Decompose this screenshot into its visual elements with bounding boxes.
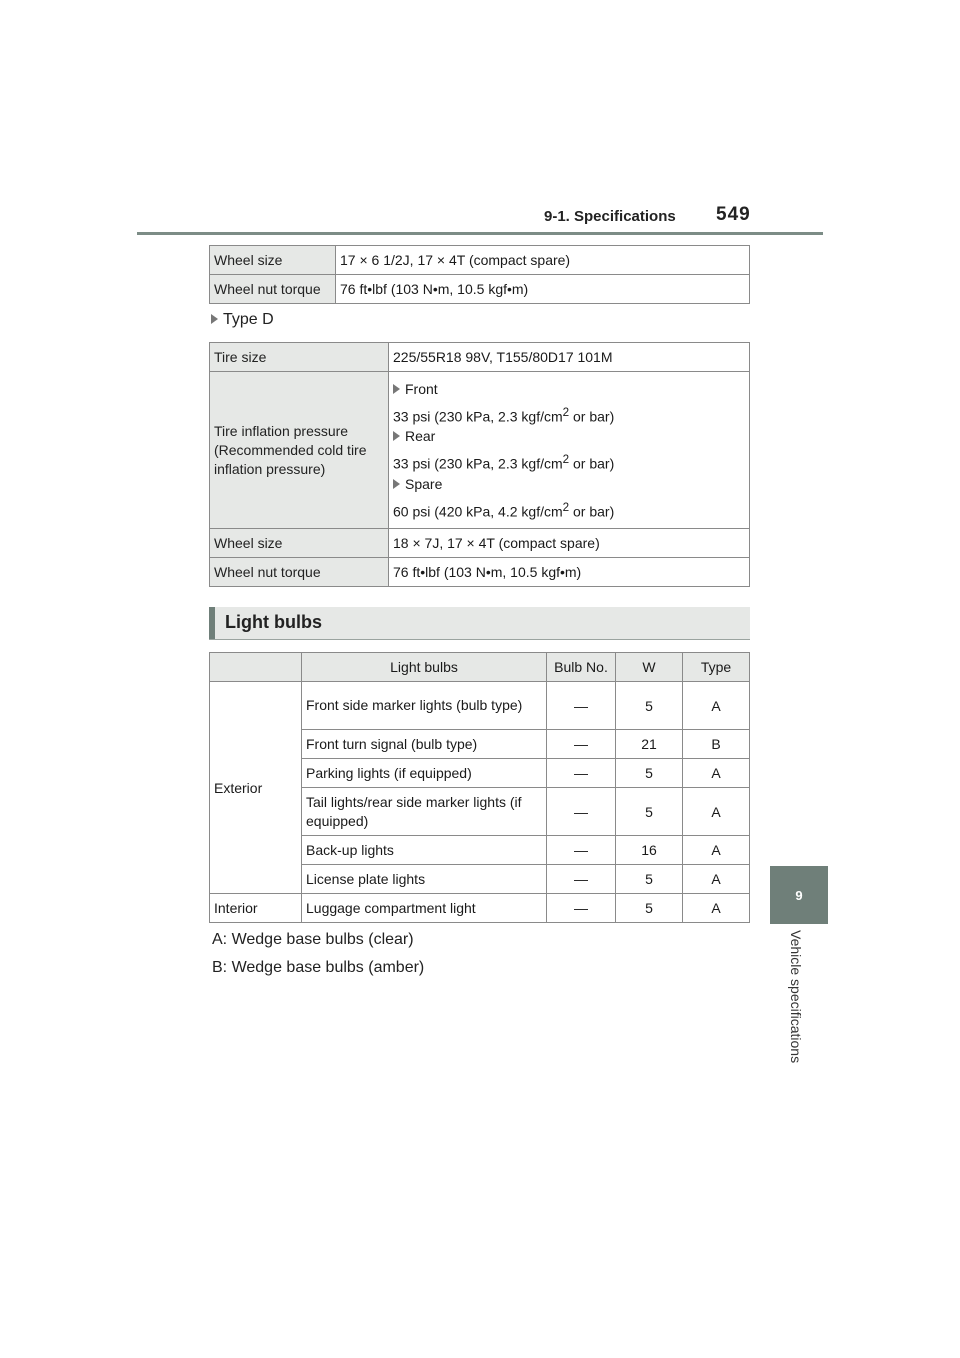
table-row: [210, 682, 750, 730]
column-header-light-bulbs: Light bulbs: [302, 653, 547, 682]
bulb-type: A: [683, 894, 750, 923]
rear-label: Rear: [405, 428, 436, 445]
front-value-b: or bar): [569, 408, 615, 425]
table-row: [210, 372, 750, 529]
tire-size-value: 225/55R18 98V, T155/80D17 101M: [389, 343, 750, 372]
table-row: [210, 275, 750, 304]
page-number: 549: [716, 204, 751, 225]
note-b: B: Wedge base bulbs (amber): [212, 959, 425, 976]
arrow-right-icon: [393, 384, 400, 394]
column-header-bulb-no: Bulb No.: [547, 653, 616, 682]
spare-sup: 2: [562, 500, 570, 514]
bulb-type: A: [683, 759, 750, 788]
front-value-a: 33 psi (230 kPa, 2.3 kgf/cm: [393, 408, 563, 425]
bulb-wattage: 16: [616, 836, 683, 865]
light-bulbs-banner: [209, 607, 750, 639]
bulb-number: —: [547, 894, 616, 923]
column-header-w: W: [616, 653, 683, 682]
bulb-number: —: [547, 682, 616, 730]
spare-value-b: or bar): [569, 503, 615, 520]
bulb-type: A: [683, 788, 750, 836]
chapter-label-text: Vehicle specifications: [788, 930, 804, 1064]
interior-category: Interior: [210, 894, 302, 923]
bulb-name: Tail lights/rear side marker lights (if equipped): [302, 788, 547, 836]
bulb-name: Luggage compartment light: [302, 894, 547, 923]
arrow-right-icon: [393, 431, 400, 441]
bulb-name: License plate lights: [302, 865, 547, 894]
type-d-heading: [211, 311, 274, 329]
wheel-size-label: Wheel size: [210, 246, 336, 275]
wheel-nut-torque-value: 76 ft•lbf (103 N•m, 10.5 kgf•m): [336, 275, 750, 304]
bulb-wattage: 5: [616, 865, 683, 894]
pressure-spare-value: [393, 498, 745, 522]
table-row: [210, 558, 750, 587]
rear-value-a: 33 psi (230 kPa, 2.3 kgf/cm: [393, 455, 563, 472]
light-bulbs-table: [209, 652, 750, 923]
column-header-category: [210, 653, 302, 682]
arrow-right-icon: [211, 314, 218, 324]
chapter-tab[interactable]: [770, 866, 828, 924]
bulb-wattage: 21: [616, 730, 683, 759]
bulb-name: Front side marker lights (bulb type): [302, 682, 547, 730]
bulb-number: —: [547, 730, 616, 759]
bulb-number: —: [547, 788, 616, 836]
bulb-wattage: 5: [616, 682, 683, 730]
wheel-size-value: 17 × 6 1/2J, 17 × 4T (compact spare): [336, 246, 750, 275]
front-label: Front: [405, 380, 438, 397]
chapter-label: [786, 930, 808, 1100]
section-title: 9-1. Specifications: [544, 208, 676, 225]
arrow-right-icon: [393, 479, 400, 489]
banner-rule: [209, 639, 750, 640]
rear-value-b: or bar): [569, 455, 615, 472]
bulb-wattage: 5: [616, 759, 683, 788]
light-bulbs-title: Light bulbs: [225, 612, 322, 632]
note-a: A: Wedge base bulbs (clear): [212, 931, 414, 948]
table-row: [210, 894, 750, 923]
table-row: [210, 529, 750, 558]
table-row: [210, 246, 750, 275]
tire-size-label: Tire size: [210, 343, 389, 372]
tire-pressure-label: Tire inflation pressure (Recommended cold tire inflation pressure): [210, 372, 389, 529]
type-d-label: Type D: [223, 311, 274, 328]
bulb-number: —: [547, 836, 616, 865]
bulb-name: Parking lights (if equipped): [302, 759, 547, 788]
spare-value-a: 60 psi (420 kPa, 4.2 kgf/cm: [393, 503, 563, 520]
bulb-type: A: [683, 836, 750, 865]
bulb-wattage: 5: [616, 788, 683, 836]
bulb-name: Back-up lights: [302, 836, 547, 865]
table-row: [210, 343, 750, 372]
rear-sup: 2: [562, 453, 570, 467]
header-rule: [137, 232, 823, 235]
type-d-spec-table: [209, 342, 750, 587]
bulb-number: —: [547, 865, 616, 894]
pressure-rear-heading: [393, 426, 745, 446]
wheel-nut-torque-label: Wheel nut torque: [210, 558, 389, 587]
exterior-category: Exterior: [210, 682, 302, 894]
pressure-front-value: [393, 403, 745, 427]
chapter-number: 9: [795, 887, 803, 903]
pressure-front-heading: [393, 379, 745, 399]
bulb-type: B: [683, 730, 750, 759]
pressure-rear-value: [393, 450, 745, 474]
wheel-size-value: 18 × 7J, 17 × 4T (compact spare): [389, 529, 750, 558]
wheel-spec-table-top: [209, 245, 750, 304]
table-header-row: [210, 653, 750, 682]
bulb-type: A: [683, 682, 750, 730]
bulb-wattage: 5: [616, 894, 683, 923]
bulb-number: —: [547, 759, 616, 788]
front-sup: 2: [562, 405, 570, 419]
bulb-type: A: [683, 865, 750, 894]
pressure-spare-heading: [393, 474, 745, 494]
wheel-nut-torque-value: 76 ft•lbf (103 N•m, 10.5 kgf•m): [389, 558, 750, 587]
bulb-name: Front turn signal (bulb type): [302, 730, 547, 759]
wheel-nut-torque-label: Wheel nut torque: [210, 275, 336, 304]
column-header-type: Type: [683, 653, 750, 682]
tire-pressure-values: [389, 372, 750, 529]
wheel-size-label: Wheel size: [210, 529, 389, 558]
spare-label: Spare: [405, 475, 443, 492]
